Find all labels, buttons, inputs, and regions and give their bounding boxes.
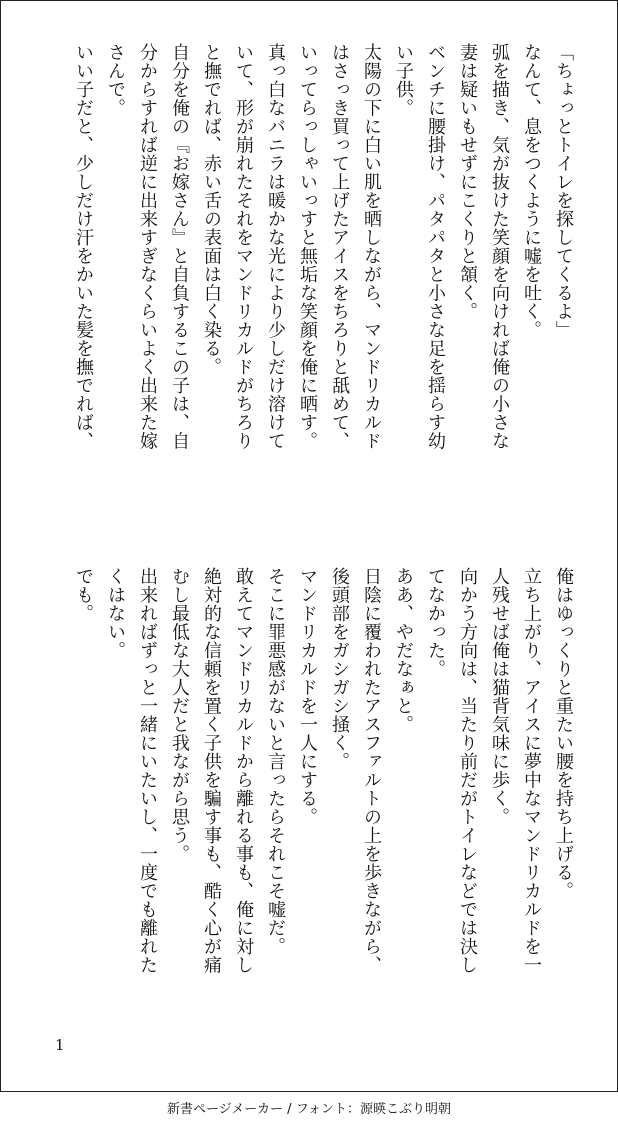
page-number: 1	[55, 1036, 65, 1054]
text-block-lower: 俺はゆっくりと重たい腰を持ち上げる。 立ち上がり、アイスに夢中なマンドリカルドを一 人残せば俺は猫背気味に歩く。 向かう方向は、当たり前だがトイレなどでは決し てなかった。 ああ、やだなぁと。 日陰に覆われたアスファルトの上を歩きながら、 後頭部をガシガシ掻く。 マンドリカルドを一人にする。 そこに罪悪感がないと言ったらそれこそ嘘だ。 敢えてマンドリカルドから離れる事も、俺に対し 絶対的な信頼を置く子供を騙す事も、酷く心が痛 むし最低な大人だと我ながら思う。 出来ればずっと一緒にいたいし、一度でも離れた くはない。 でも。	[73, 567, 574, 974]
footer-credit: 新書ページメーカー / フォント：源暎こぶり明朝	[166, 1102, 452, 1117]
text-block-upper: 「ちょっとトイレを探してくるよ」 なんて、息をつくように嘘を吐く。 弧を描き、気が抜けた笑顔を向ければ俺の小さな 妻は疑いもせずにこくりと頷く。 ベンチに腰掛け、パタパタと小さな足を揺らす幼 い子供。 太陽の下に白い肌を晒しながら、マンドリカルド はさっき買って上げたアイスをちろりと舐めて、 いってらっしゃいっすと無垢な笑顔を俺に晒す。 真っ白なバニラは暖かな光により少しだけ溶けて いて、形が崩れたそれをマンドリカルドがちろり と撫でれば、赤い舌の表面は白く染る。 自分を俺の『お嫁さん』と自負するこの子は、自 分からすれば逆に出来すぎなくらいよく出来た嫁 さんで。 いい子だと、少しだけ汗をかいた髪を撫でれば、	[73, 43, 574, 450]
